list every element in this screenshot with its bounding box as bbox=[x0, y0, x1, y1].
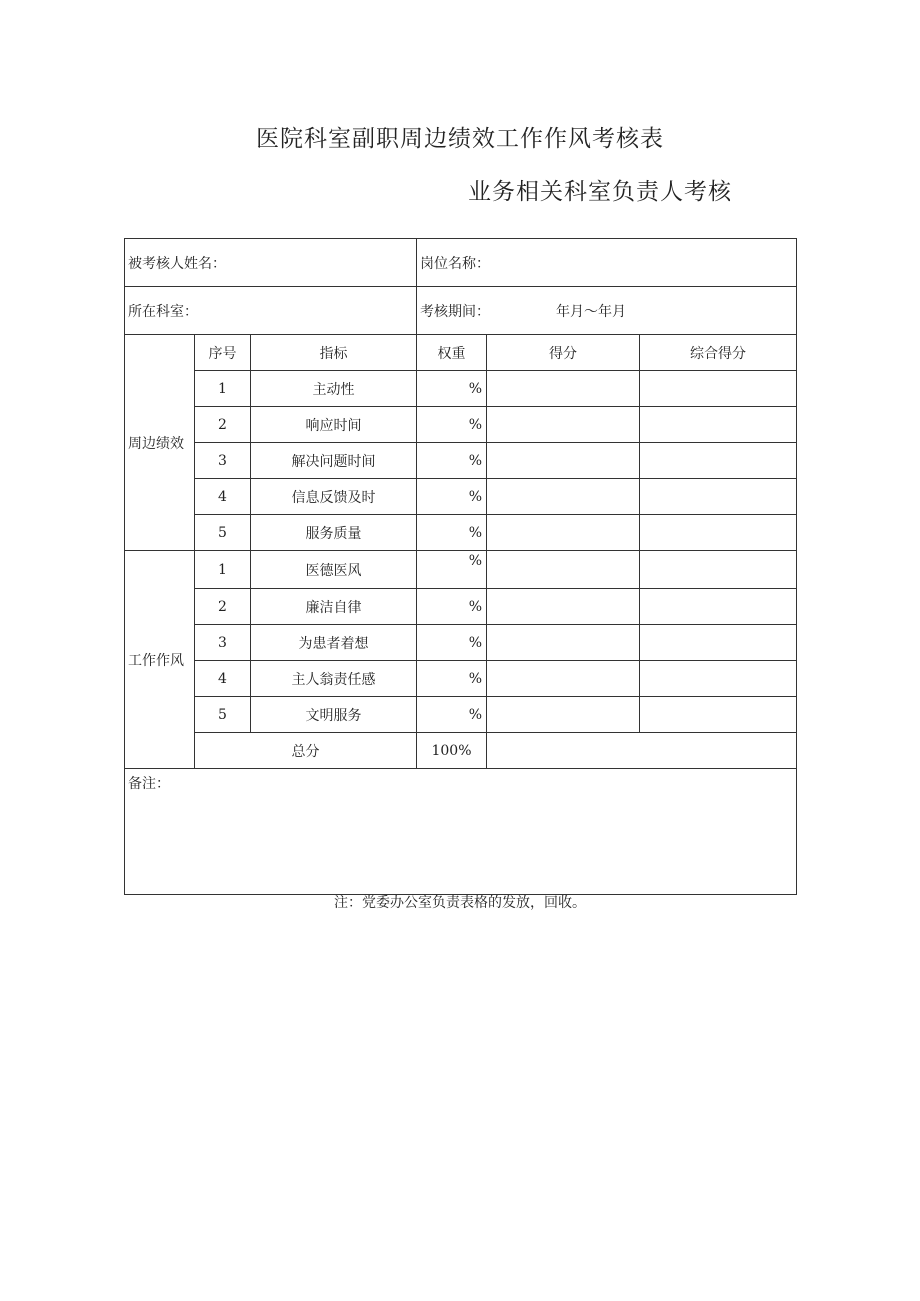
table-row bbox=[125, 443, 797, 479]
row-weight[interactable]: % bbox=[417, 515, 487, 551]
table-row bbox=[125, 697, 797, 733]
row-seq: 2 bbox=[195, 407, 251, 443]
row-score-cell[interactable] bbox=[487, 589, 640, 625]
name-field[interactable] bbox=[125, 239, 417, 287]
row-total-score-cell[interactable] bbox=[640, 407, 797, 443]
table-row bbox=[125, 479, 797, 515]
row-weight[interactable]: % bbox=[417, 407, 487, 443]
row-weight[interactable]: % bbox=[417, 443, 487, 479]
row-indicator: 服务质量 bbox=[251, 515, 417, 551]
row-total-score-cell[interactable] bbox=[640, 371, 797, 407]
category-peripheral-performance: 周边绩效 bbox=[125, 335, 195, 551]
dept-field[interactable] bbox=[125, 287, 417, 335]
remarks-label: 备注： bbox=[128, 776, 170, 792]
assessment-table bbox=[124, 238, 797, 895]
row-indicator: 廉洁自律 bbox=[251, 589, 417, 625]
row-weight[interactable]: % bbox=[417, 661, 487, 697]
row-indicator: 主动性 bbox=[251, 371, 417, 407]
total-score-cell[interactable] bbox=[487, 733, 797, 769]
header-row bbox=[125, 335, 797, 371]
row-seq: 4 bbox=[195, 479, 251, 515]
row-total-score-cell[interactable] bbox=[640, 479, 797, 515]
info-row-name bbox=[125, 239, 797, 287]
row-seq: 2 bbox=[195, 589, 251, 625]
info-row-dept bbox=[125, 287, 797, 335]
row-seq: 4 bbox=[195, 661, 251, 697]
position-label: 岗位名称： bbox=[420, 255, 490, 272]
form-subtitle: 业务相关科室负责人考核 bbox=[468, 179, 732, 205]
row-total-score-cell[interactable] bbox=[640, 551, 797, 589]
table-row bbox=[125, 515, 797, 551]
remarks-row bbox=[125, 769, 797, 895]
row-indicator: 医德医风 bbox=[251, 551, 417, 589]
table-row bbox=[125, 661, 797, 697]
row-score-cell[interactable] bbox=[487, 407, 640, 443]
row-weight[interactable]: % bbox=[417, 697, 487, 733]
row-total-score-cell[interactable] bbox=[640, 589, 797, 625]
row-weight[interactable]: % bbox=[417, 551, 487, 589]
period-label: 考核期间： bbox=[420, 303, 490, 320]
footer-note: 注：党委办公室负责表格的发放，回收。 bbox=[334, 895, 586, 911]
header-seq: 序号 bbox=[195, 335, 251, 371]
period-value: 年月～年月 bbox=[556, 303, 626, 320]
category-work-style: 工作作风 bbox=[125, 551, 195, 769]
row-indicator: 响应时间 bbox=[251, 407, 417, 443]
row-indicator: 解决问题时间 bbox=[251, 443, 417, 479]
row-score-cell[interactable] bbox=[487, 551, 640, 589]
period-field[interactable] bbox=[417, 287, 797, 335]
total-weight: 100% bbox=[417, 733, 487, 769]
row-seq: 5 bbox=[195, 515, 251, 551]
name-label: 被考核人姓名： bbox=[128, 255, 226, 272]
row-seq: 3 bbox=[195, 625, 251, 661]
table-row bbox=[125, 551, 797, 589]
row-seq: 3 bbox=[195, 443, 251, 479]
remarks-field[interactable] bbox=[125, 769, 797, 895]
dept-label: 所在科室： bbox=[128, 303, 198, 320]
total-label: 总分 bbox=[195, 733, 417, 769]
row-score-cell[interactable] bbox=[487, 479, 640, 515]
header-total-score: 综合得分 bbox=[640, 335, 797, 371]
row-indicator: 为患者着想 bbox=[251, 625, 417, 661]
table-row bbox=[125, 589, 797, 625]
row-score-cell[interactable] bbox=[487, 515, 640, 551]
row-weight[interactable]: % bbox=[417, 371, 487, 407]
header-indicator: 指标 bbox=[251, 335, 417, 371]
row-seq: 5 bbox=[195, 697, 251, 733]
position-field[interactable] bbox=[417, 239, 797, 287]
row-score-cell[interactable] bbox=[487, 625, 640, 661]
header-score: 得分 bbox=[487, 335, 640, 371]
table-row bbox=[125, 371, 797, 407]
row-total-score-cell[interactable] bbox=[640, 661, 797, 697]
form-title: 医院科室副职周边绩效工作作风考核表 bbox=[256, 126, 664, 152]
total-row bbox=[125, 733, 797, 769]
row-weight[interactable]: % bbox=[417, 479, 487, 515]
row-score-cell[interactable] bbox=[487, 697, 640, 733]
table-row bbox=[125, 407, 797, 443]
row-indicator: 信息反馈及时 bbox=[251, 479, 417, 515]
row-indicator: 文明服务 bbox=[251, 697, 417, 733]
row-total-score-cell[interactable] bbox=[640, 515, 797, 551]
row-total-score-cell[interactable] bbox=[640, 697, 797, 733]
row-indicator: 主人翁责任感 bbox=[251, 661, 417, 697]
row-seq: 1 bbox=[195, 371, 251, 407]
row-total-score-cell[interactable] bbox=[640, 625, 797, 661]
header-weight: 权重 bbox=[417, 335, 487, 371]
row-total-score-cell[interactable] bbox=[640, 443, 797, 479]
row-score-cell[interactable] bbox=[487, 661, 640, 697]
row-score-cell[interactable] bbox=[487, 371, 640, 407]
row-score-cell[interactable] bbox=[487, 443, 640, 479]
row-weight[interactable]: % bbox=[417, 625, 487, 661]
row-weight[interactable]: % bbox=[417, 589, 487, 625]
table-row bbox=[125, 625, 797, 661]
row-seq: 1 bbox=[195, 551, 251, 589]
